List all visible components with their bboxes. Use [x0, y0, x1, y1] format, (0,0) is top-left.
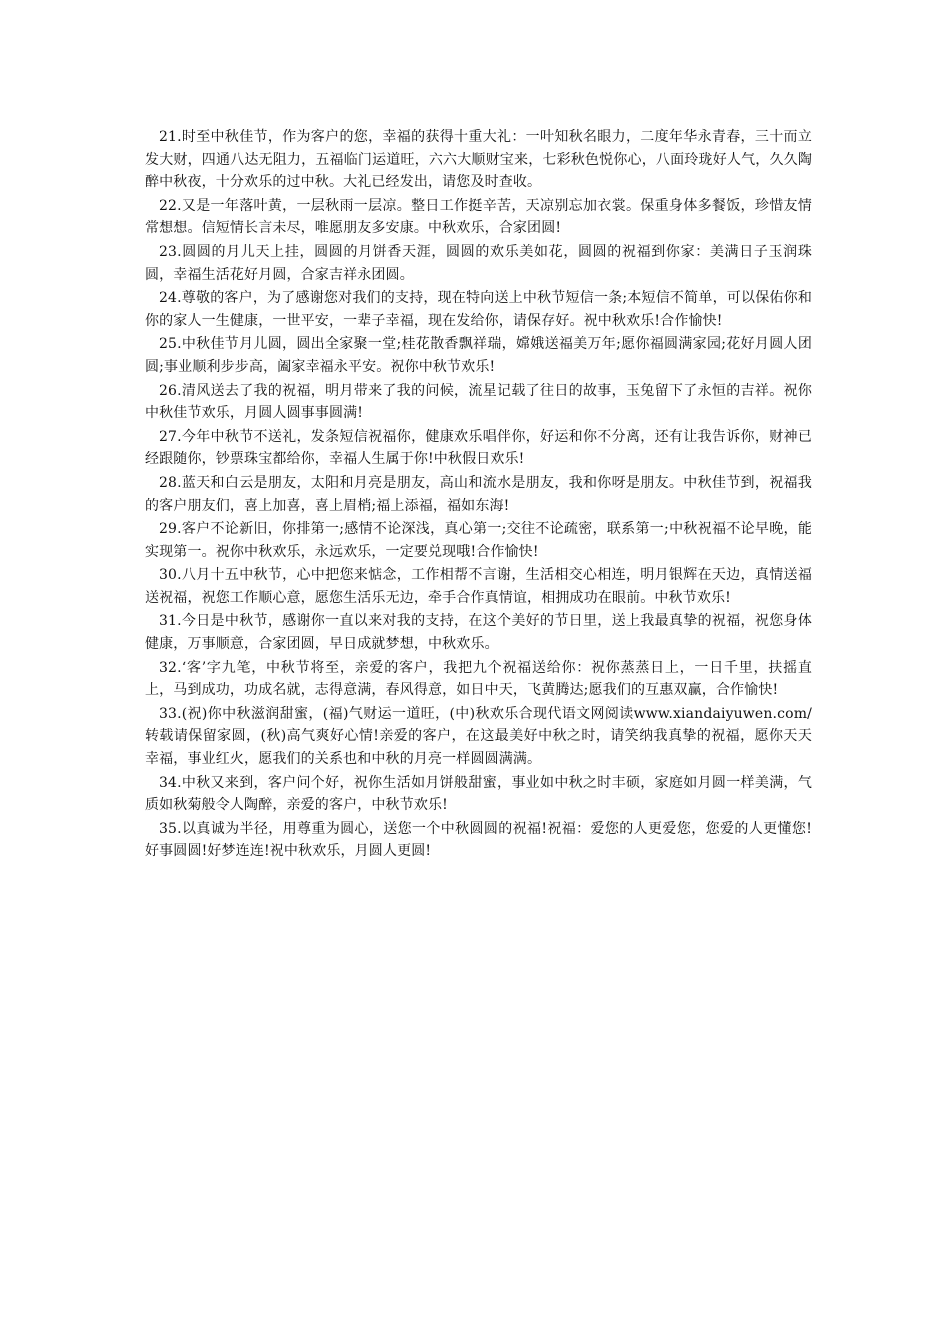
paragraph-23: 23.圆圆的月儿天上挂，圆圆的月饼香天涯，圆圆的欢乐美如花，圆圆的祝福到你家：美满日子玉润珠圆，幸福生活花好月圆，合家吉祥永团圆。 [145, 243, 812, 283]
paragraph-34: 34.中秋又来到，客户问个好，祝你生活如月饼般甜蜜，事业如中秋之时丰硕，家庭如月圆一样美满，气质如秋菊般令人陶醉，亲爱的客户，中秋节欢乐! [145, 774, 812, 814]
paragraph-21: 21.时至中秋佳节，作为客户的您，幸福的获得十重大礼：一叶知秋名眼力，二度年华永青春，三十而立发大财，四通八达无阻力，五福临门运道旺，六六大顺财宝来，七彩秋色悦你心，八面玲珑好人气，久久陶醉中秋夜，十分欢乐的过中秋。大礼已经发出，请您及时查收。 [145, 129, 812, 191]
paragraph-32: 32.‘客’字九笔，中秋节将至，亲爱的客户，我把九个祝福送给你：祝你蒸蒸日上，一日千里，扶摇直上，马到成功，功成名就，志得意满，春风得意，如日中天，飞黄腾达;愿我们的互惠双赢，合作愉快! [145, 659, 812, 699]
paragraph-22: 22.又是一年落叶黄，一层秋雨一层凉。整日工作挺辛苦，天凉别忘加衣裳。保重身体多餐饭，珍惜友情常想想。信短情长言未尽，唯愿朋友多安康。中秋欢乐，合家团圆! [145, 197, 812, 237]
paragraph-26: 26.清风送去了我的祝福，明月带来了我的问候，流星记载了往日的故事，玉兔留下了永恒的吉祥。祝你中秋佳节欢乐，月圆人圆事事圆满! [145, 382, 812, 422]
paragraph-31: 31.今日是中秋节，感谢你一直以来对我的支持，在这个美好的节日里，送上我最真挚的祝福，祝您身体健康，万事顺意，合家团圆，早日成就梦想，中秋欢乐。 [145, 613, 812, 653]
paragraph-27: 27.今年中秋节不送礼，发条短信祝福你，健康欢乐唱伴你，好运和你不分离，还有让我告诉你，财神已经跟随你，钞票珠宝都给你，幸福人生属于你!中秋假日欢乐! [145, 428, 812, 468]
paragraph-24: 24.尊敬的客户，为了感谢您对我们的支持，现在特向送上中秋节短信一条;本短信不简单，可以保佑你和你的家人一生健康，一世平安，一辈子幸福，现在发给你，请保存好。祝中秋欢乐!合作愉快! [145, 290, 812, 329]
paragraph-29: 29.客户不论新旧，你排第一;感情不论深浅，真心第一;交往不论疏密，联系第一;中秋祝福不论早晚，能实现第一。祝你中秋欢乐，永远欢乐，一定要兑现哦!合作愉快! [145, 521, 812, 560]
paragraph-33: 33.(祝)你中秋滋润甜蜜，(福)气财运一道旺，(中)秋欢乐合现代语文网阅读www.xiandaiyuwen.com/转载请保留家圆，(秋)高气爽好心情!亲爱的客户，在这最美好中秋之时，请笑纳我真挚的祝福，愿你天天幸福，事业红火，愿我们的关系也和中秋的月亮一样圆圆满满。 [145, 705, 812, 768]
paragraph-25: 25.中秋佳节月儿圆，圆出全家聚一堂;桂花散香飘祥瑞，嫦娥送福美万年;愿你福圆满家园;花好月圆人团圆;事业顺利步步高，阖家幸福永平安。祝你中秋节欢乐! [145, 336, 812, 375]
document-body [145, 126, 812, 864]
paragraph-35: 35.以真诚为半径，用尊重为圆心，送您一个中秋圆圆的祝福!祝福：爱您的人更爱您，您爱的人更懂您!好事圆圆!好梦连连!祝中秋欢乐，月圆人更圆! [145, 820, 812, 860]
paragraph-30: 30.八月十五中秋节，心中把您来惦念，工作相帮不言谢，生活相交心相连，明月银辉在天边，真情送福送祝福，祝您工作顺心意，愿您生活乐无边，牵手合作真情谊，相拥成功在眼前。中秋节欢乐! [145, 567, 812, 606]
paragraph-28: 28.蓝天和白云是朋友，太阳和月亮是朋友，高山和流水是朋友，我和你呀是朋友。中秋佳节到，祝福我的客户朋友们，喜上加喜，喜上眉梢;福上添福，福如东海! [145, 474, 812, 514]
